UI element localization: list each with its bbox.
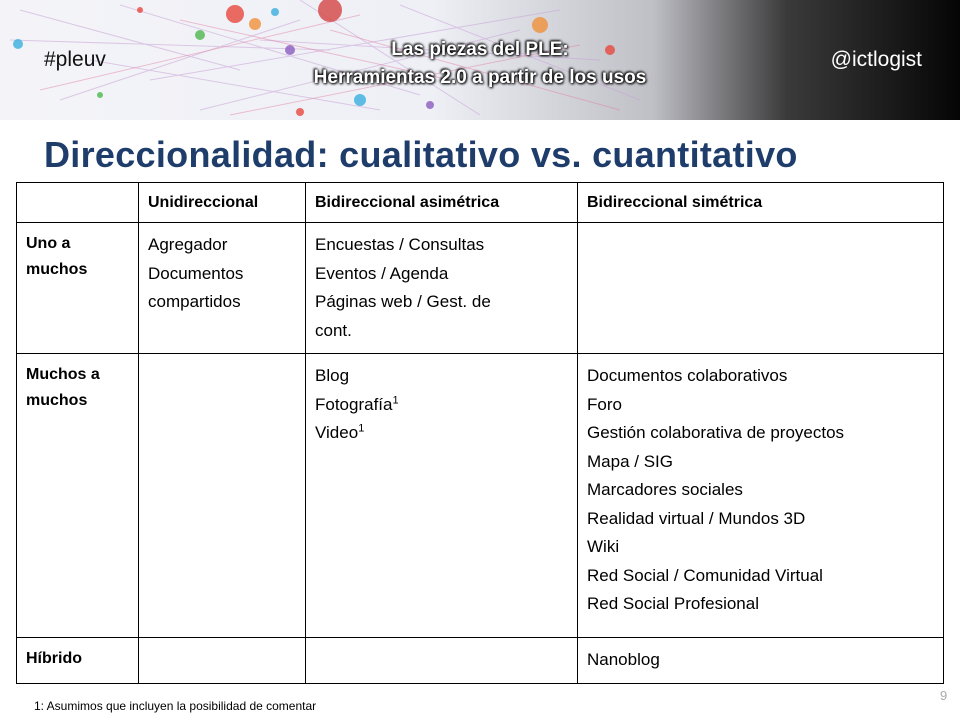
cell-item: Páginas web / Gest. de (315, 292, 491, 311)
table-cell (306, 223, 578, 354)
presentation-title-line1: Las piezas del PLE: (391, 39, 569, 60)
cell-item: Red Social Profesional (587, 594, 759, 613)
footnote: 1: Asumimos que incluyen la posibilidad de comentar (34, 699, 317, 713)
row-label-text: Uno a muchos (26, 235, 88, 278)
presentation-title (190, 36, 770, 92)
table-header-row (17, 183, 944, 223)
column-header-bidireccional-asimetrica: Bidireccional asimétrica (306, 183, 578, 223)
row-label (17, 223, 139, 354)
cell-item: compartidos (148, 292, 241, 311)
table-row-hibrido (17, 638, 944, 684)
cell-item-with-footnote (315, 419, 568, 448)
table-header-corner (17, 183, 139, 223)
cell-item: Encuestas / Consultas (315, 235, 485, 254)
table-cell (578, 354, 944, 638)
table-cell (578, 638, 944, 684)
table-cell-empty (139, 354, 306, 638)
footnote-marker: 1 (392, 393, 399, 406)
table-cell-empty (306, 638, 578, 684)
column-header-unidireccional: Unidireccional (139, 183, 306, 223)
cell-item-text: Video (315, 423, 359, 442)
header-banner (0, 0, 960, 120)
author-handle: @ictlogist (830, 48, 922, 71)
row-label-text: Híbrido (26, 650, 82, 667)
directionality-table (16, 182, 944, 684)
cell-item: Gestión colaborativa de proyectos (587, 423, 845, 442)
cell-item: Realidad virtual / Mundos 3D (587, 508, 806, 528)
slide-heading: Direccionalidad: cualitativo vs. cuantitativo (44, 134, 798, 175)
row-label (17, 638, 139, 684)
footnote-marker: 1 (358, 422, 365, 435)
cell-item: Red Social / Comunidad Virtual (587, 565, 823, 585)
cell-item-text: Fotografía (315, 394, 393, 414)
cell-item: Marcadores sociales (587, 480, 743, 499)
table-cell-empty (578, 223, 944, 354)
cell-item: Documentos (148, 263, 244, 283)
page-number: 9 (940, 688, 948, 703)
presentation-title-line2: Herramientas 2.0 a partir de los usos (313, 67, 647, 88)
cell-item: Blog (315, 366, 350, 385)
cell-item: Mapa / SIG (587, 451, 673, 471)
table-row-uno-a-muchos (17, 223, 944, 354)
table-cell (139, 223, 306, 354)
cell-item: Documentos colaborativos (587, 366, 788, 385)
table-row-muchos-a-muchos (17, 354, 944, 638)
cell-item: Eventos / Agenda (315, 263, 449, 283)
cell-item: Wiki (587, 537, 620, 556)
row-label-text: Muchos a muchos (26, 366, 100, 409)
column-header-bidireccional-simetrica: Bidireccional simétrica (578, 183, 944, 223)
row-label (17, 354, 139, 638)
cell-item: cont. (315, 320, 352, 340)
cell-item: Foro (587, 394, 622, 414)
hashtag: #pleuv (44, 48, 106, 71)
cell-item-with-footnote (315, 391, 568, 420)
table-cell-empty (139, 638, 306, 684)
cell-item: Nanoblog (587, 650, 660, 669)
cell-item: Agregador (148, 235, 228, 254)
table-cell (306, 354, 578, 638)
